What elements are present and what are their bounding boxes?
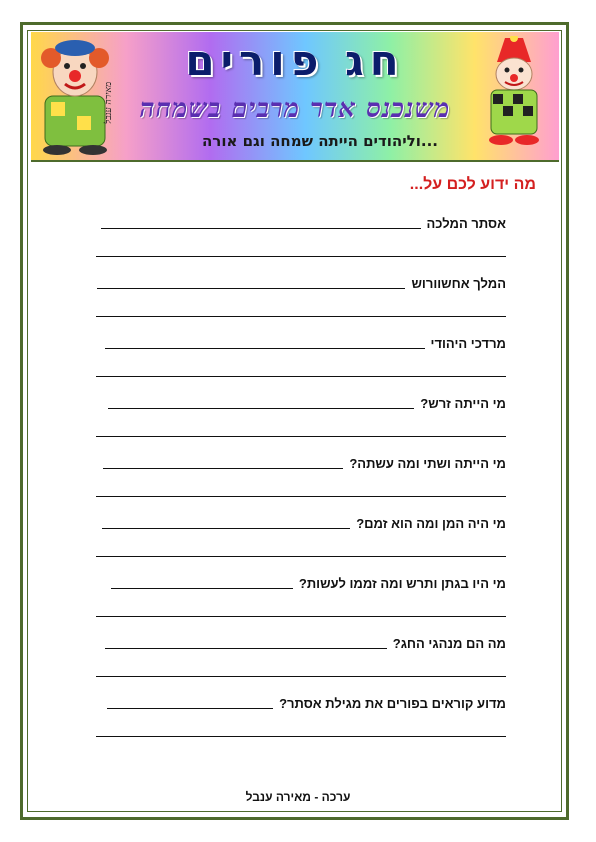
answer-line[interactable]	[96, 736, 506, 737]
question-block	[92, 388, 506, 412]
answer-line[interactable]	[96, 316, 506, 317]
answer-line-inline[interactable]	[103, 467, 343, 469]
answer-line[interactable]	[96, 496, 506, 497]
question-block	[92, 688, 506, 712]
banner-subtitle: משנכנס אדר מרבים בשמחה	[139, 94, 451, 124]
banner-title: חג פורים	[185, 36, 405, 85]
question-text: מרדכי היהודי	[430, 336, 506, 351]
answer-line[interactable]	[96, 556, 506, 557]
answer-line-inline[interactable]	[108, 407, 414, 409]
footer-credit: ערכה - מאירה ענבל	[245, 790, 351, 804]
question-text: מי הייתה ושתי ומה עשתה?	[349, 456, 506, 471]
banner-signature: מאירה ענבל	[104, 81, 114, 124]
question-block	[92, 328, 506, 352]
answer-line[interactable]	[96, 376, 506, 377]
clown-right-icon	[475, 36, 553, 148]
question-block	[92, 568, 506, 592]
question-block	[92, 208, 506, 232]
question-block	[92, 268, 506, 292]
question-text: המלך אחשוורוש	[411, 276, 506, 291]
question-text: מדוע קוראים בפורים את מגילת אסתר?	[279, 696, 506, 711]
banner-tagline: וליהודים הייתה שמחה וגם אורה...	[201, 132, 438, 150]
purim-banner	[31, 32, 559, 162]
question-text: מי היו בגתן ותרש ומה זממו לעשות?	[298, 576, 506, 591]
answer-line-inline[interactable]	[105, 647, 387, 649]
question-text: מי הייתה זרש?	[420, 396, 506, 411]
answer-line[interactable]	[96, 256, 506, 257]
question-block	[92, 508, 506, 532]
answer-line-inline[interactable]	[111, 587, 293, 589]
question-text: מה הם מנהגי החג?	[392, 636, 506, 651]
answer-line-inline[interactable]	[101, 227, 421, 229]
question-block	[92, 628, 506, 652]
answer-line-inline[interactable]	[105, 347, 425, 349]
answer-line-inline[interactable]	[107, 707, 273, 709]
answer-line-inline[interactable]	[97, 287, 405, 289]
section-title: מה ידוע לכם על...	[409, 176, 536, 193]
answer-line[interactable]	[96, 676, 506, 677]
answer-line[interactable]	[96, 436, 506, 437]
question-text: אסתר המלכה	[426, 216, 506, 231]
answer-line-inline[interactable]	[102, 527, 350, 529]
question-text: מי היה המן ומה הוא זמם?	[356, 516, 506, 531]
answer-line[interactable]	[96, 616, 506, 617]
question-block	[92, 448, 506, 472]
